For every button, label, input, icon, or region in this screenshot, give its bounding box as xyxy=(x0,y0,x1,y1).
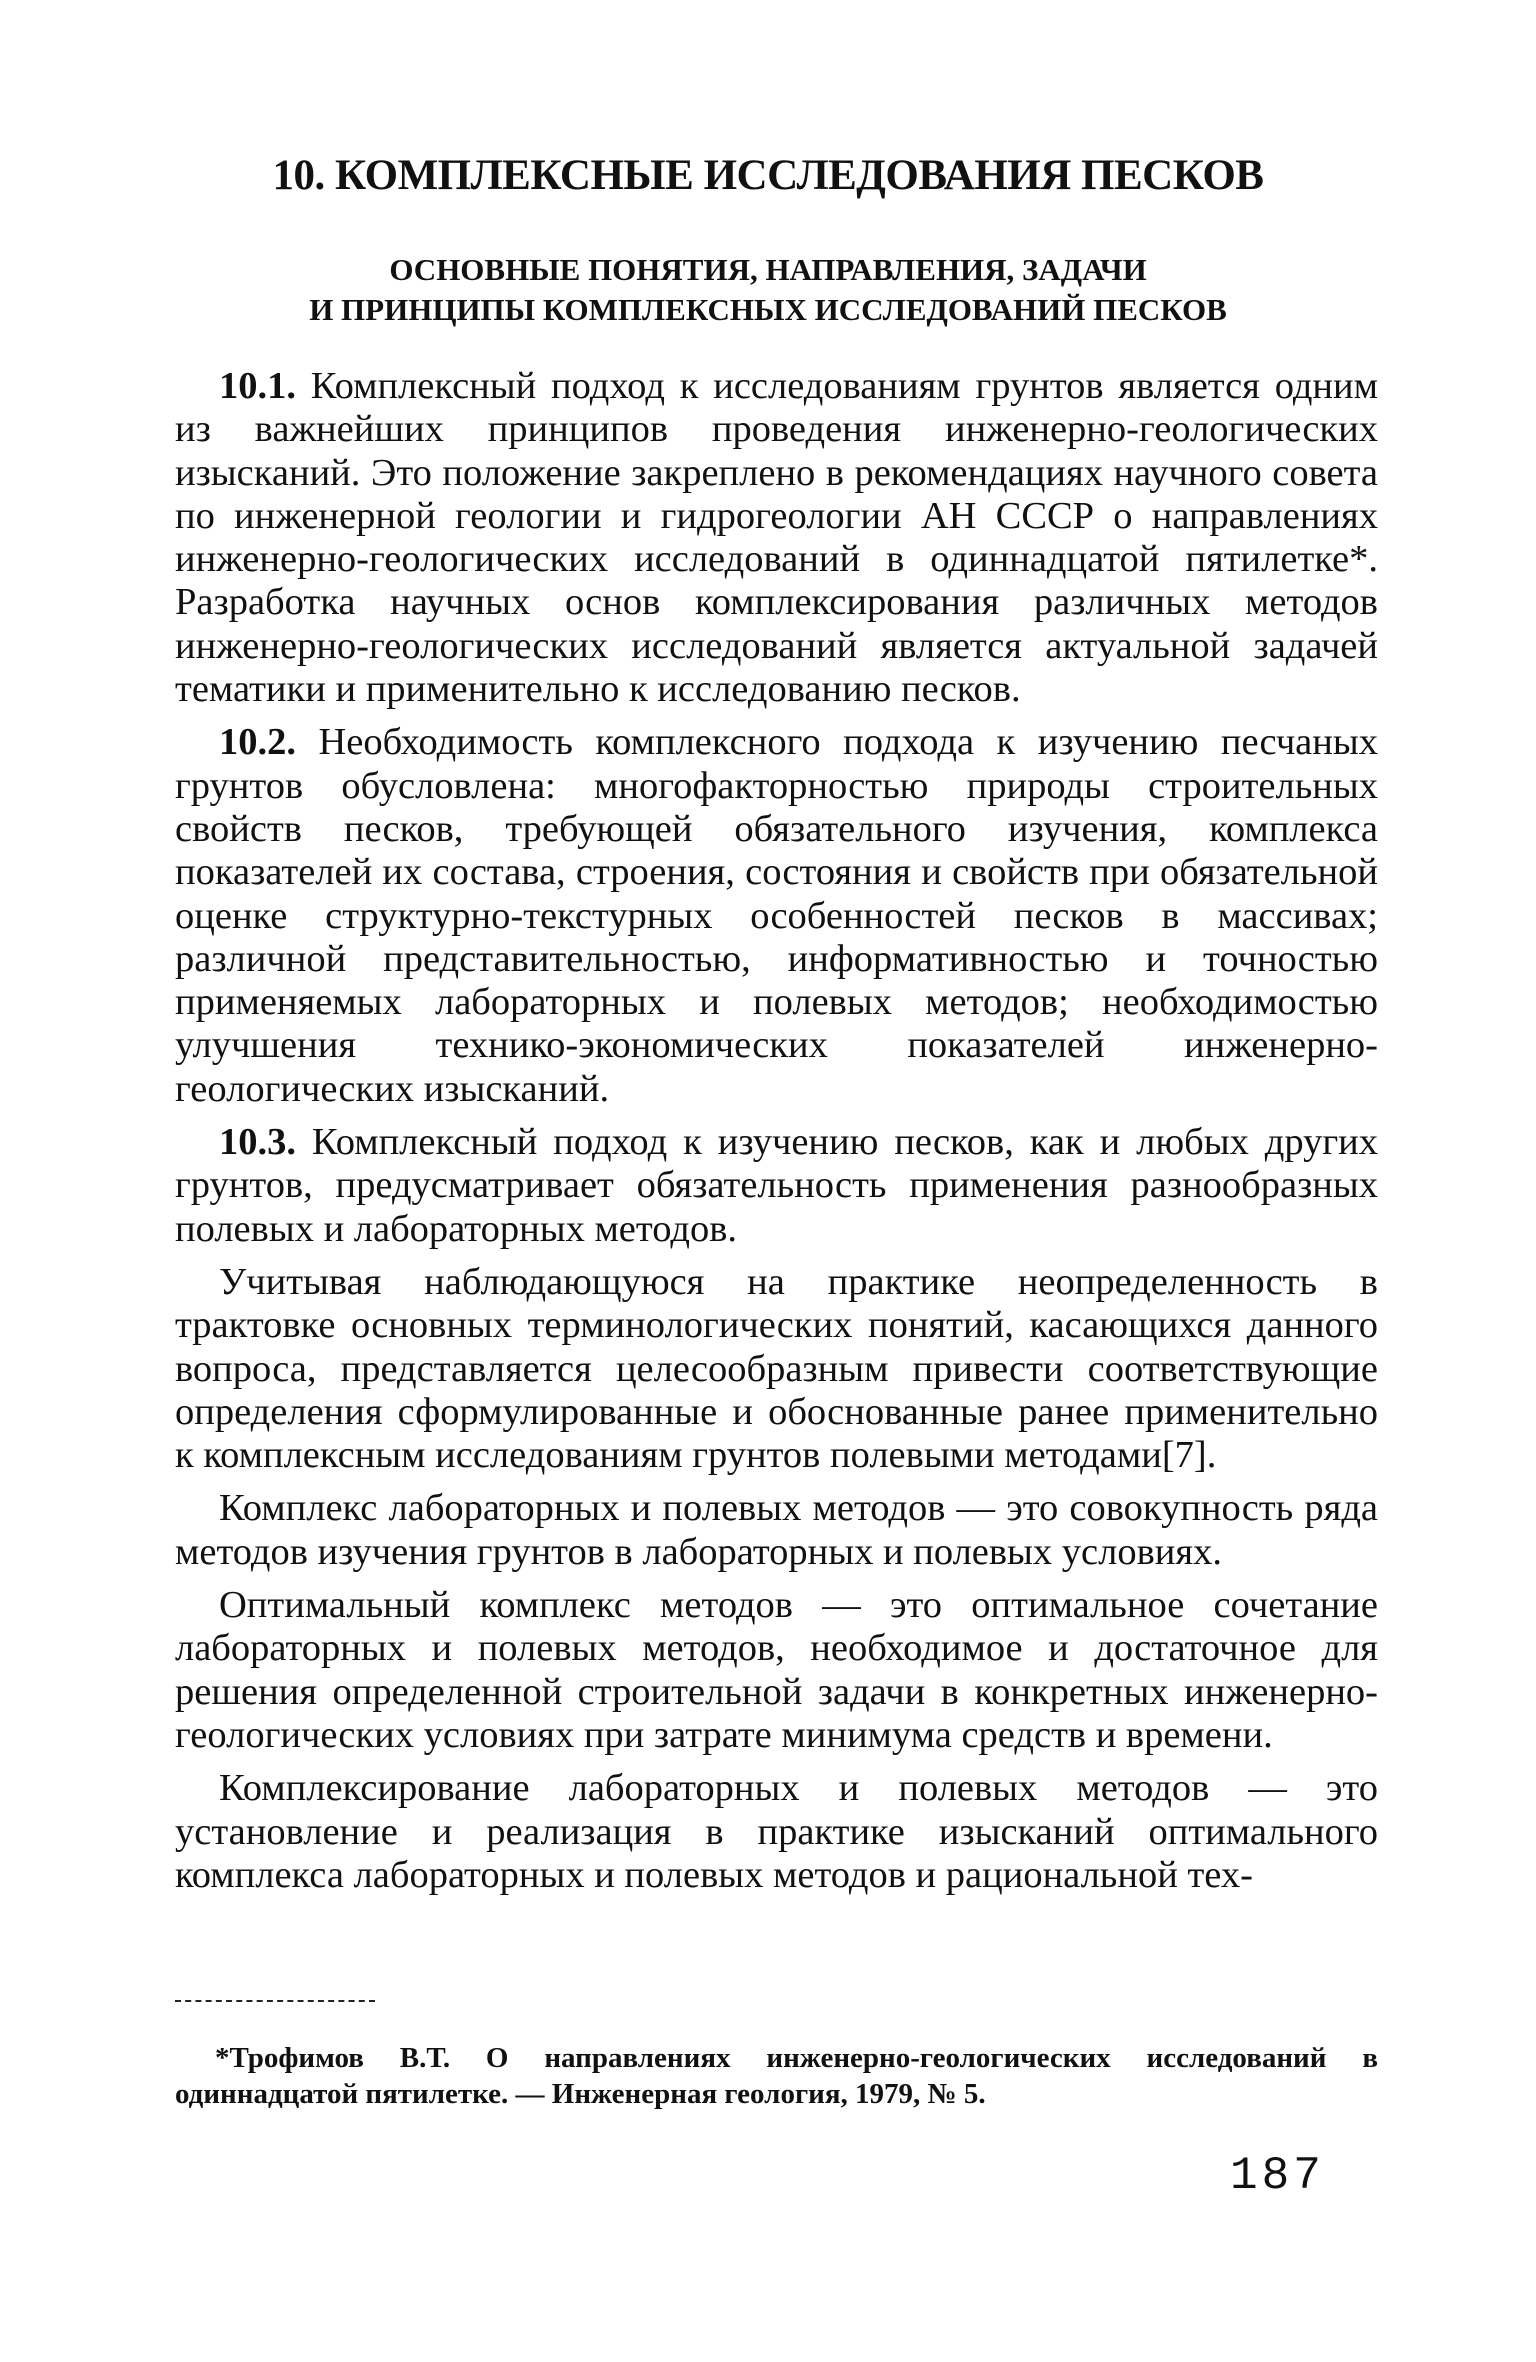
paragraph-number: 10.3. xyxy=(219,1121,296,1164)
paragraph-text: Учитывая наблюдающуюся на практике неопределенность в трактовке основных терминологических понятий, касающихся данного вопроса, представляется целесообразным привести соответствующие определения сформулированные и обоснованные ранее применительно к комплексным исследованиям грунтов полевыми методами[7]. xyxy=(175,1260,1378,1477)
paragraph-text: Оптимальный комплекс методов — это оптимальное сочетание лабораторных и полевых методов, необходимое и достаточное для решения определенной строительной задачи в конкретных инженерно-геологических условиях при затрате минимума средств и времени. xyxy=(175,1584,1378,1756)
paragraph-text: Комплексирование лабораторных и полевых методов — это установление и реализация в практике изысканий оптимального комплекса лабораторных и полевых методов и рациональной тех- xyxy=(175,1767,1378,1896)
paragraph-definition-complexing xyxy=(175,1767,1378,1897)
section-title-line-2: И ПРИНЦИПЫ КОМПЛЕКСНЫХ ИССЛЕДОВАНИЙ ПЕСКОВ xyxy=(309,292,1227,327)
section-title-line-1: ОСНОВНЫЕ ПОНЯТИЯ, НАПРАВЛЕНИЯ, ЗАДАЧИ xyxy=(389,252,1147,287)
paragraph-text: Комплекс лабораторных и полевых методов — это совокупность ряда методов изучения грунтов в лабораторных и полевых условиях. xyxy=(175,1487,1378,1573)
paragraph-text: Необходимость комплексного подхода к изучению песчаных грунтов обусловлена: многофакторностью природы строительных свойств песков, требующей обязательного изучения, комплекса показателей их состава, строения, состояния и свойств при обязательной оценке структурно-текстурных особенностей песков в массивах; различной представительностью, информативностью и точностью применяемых лабораторных и полевых методов; необходимостью улучшения технико-экономических показателей инженерно-геологических изысканий. xyxy=(175,721,1378,1110)
paragraph-number: 10.1. xyxy=(219,365,296,407)
paragraph-10-1 xyxy=(175,365,1378,711)
page-number: 187 xyxy=(1230,2150,1325,2202)
paragraph-definition-complex xyxy=(175,1487,1378,1574)
paragraph-text: Комплексный подход к изучению песков, как и любых других грунтов, предусматривает обязательность применения разнообразных полевых и лабораторных методов. xyxy=(175,1121,1378,1250)
paragraph-terminology xyxy=(175,1261,1378,1477)
footnote: *Трофимов В.Т. О направлениях инженерно-геологических исследований в одиннадцатой пятилетке. — Инженерная геология, 1979, № 5. xyxy=(175,2042,1378,2110)
section-title xyxy=(150,250,1386,330)
paragraph-10-3 xyxy=(175,1121,1378,1251)
paragraph-definition-optimal xyxy=(175,1584,1378,1757)
body-text xyxy=(175,365,1378,1907)
paragraph-10-2 xyxy=(175,721,1378,1111)
chapter-title: 10. КОМПЛЕКСНЫЕ ИССЛЕДОВАНИЯ ПЕСКОВ xyxy=(272,152,1264,199)
paragraph-number: 10.2. xyxy=(219,721,296,764)
paragraph-text: Комплексный подход к исследованиям грунтов является одним из важнейших принципов проведения инженерно-геологических изысканий. Это положение закреплено в рекомендациях научного совета по инженерной геологии и гидрогеологии АН СССР о направлениях инженерно-геологических исследований в одиннадцатой пятилетке*. Разработка научных основ комплексирования различных методов инженерно-геологических исследований является актуальной задачей тематики и применительно к исследованию песков. xyxy=(175,365,1378,711)
footnote-divider xyxy=(175,2000,375,2002)
